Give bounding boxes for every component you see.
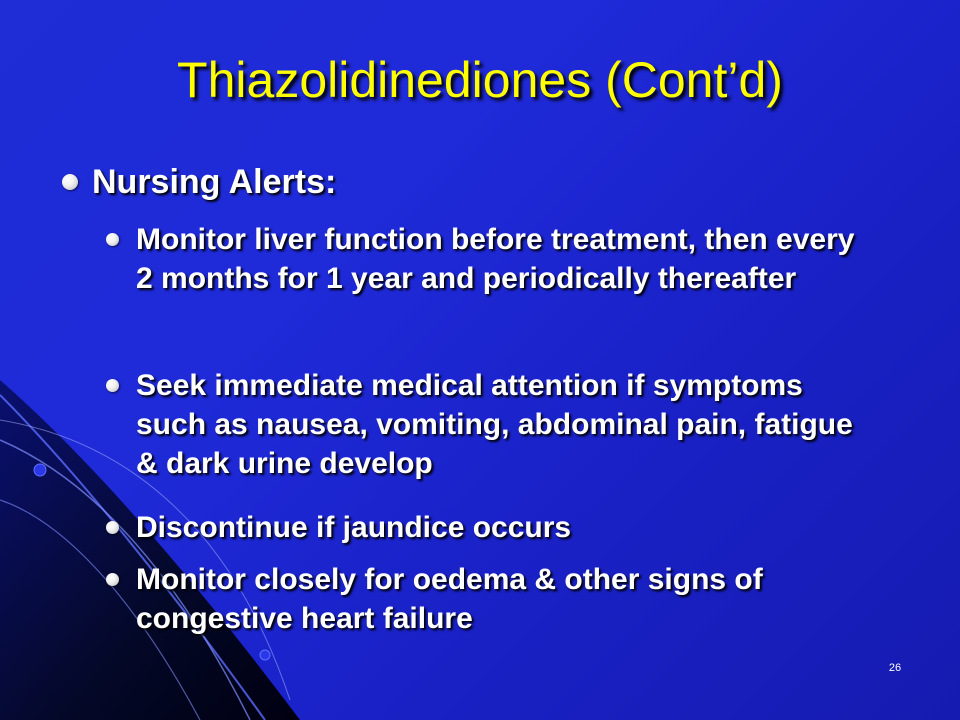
decor-dot [260, 650, 270, 660]
bullet-dot-icon [62, 174, 78, 190]
bullet-dot-icon [106, 379, 119, 392]
heading-bullet-text: Nursing Alerts: [92, 163, 337, 201]
sub-bullet [106, 560, 876, 638]
sub-bullet-text: Discontinue if jaundice occurs [136, 511, 572, 544]
sub-bullet-text: Monitor closely for oedema & other signs of congestive heart failure [136, 563, 763, 635]
sub-bullet-text: Seek immediate medical attention if symptoms such as nausea, vomiting, abdominal pain, fatigue & dark urine develop [136, 369, 853, 480]
page-number: 26 [888, 662, 902, 674]
sub-bullet [106, 366, 876, 483]
bullet-dot-icon [106, 521, 119, 534]
bullet-dot-icon [106, 573, 119, 586]
sub-bullet [106, 508, 876, 547]
sub-bullet [106, 220, 876, 298]
decor-dot [34, 464, 46, 476]
bullet-dot-icon [106, 233, 119, 246]
sub-bullet-text: Monitor liver function before treatment, then every 2 months for 1 year and periodically thereafter [136, 223, 855, 295]
heading-bullet [62, 160, 336, 204]
slide-title: Thiazolidinediones (Cont’d) [177, 52, 783, 108]
